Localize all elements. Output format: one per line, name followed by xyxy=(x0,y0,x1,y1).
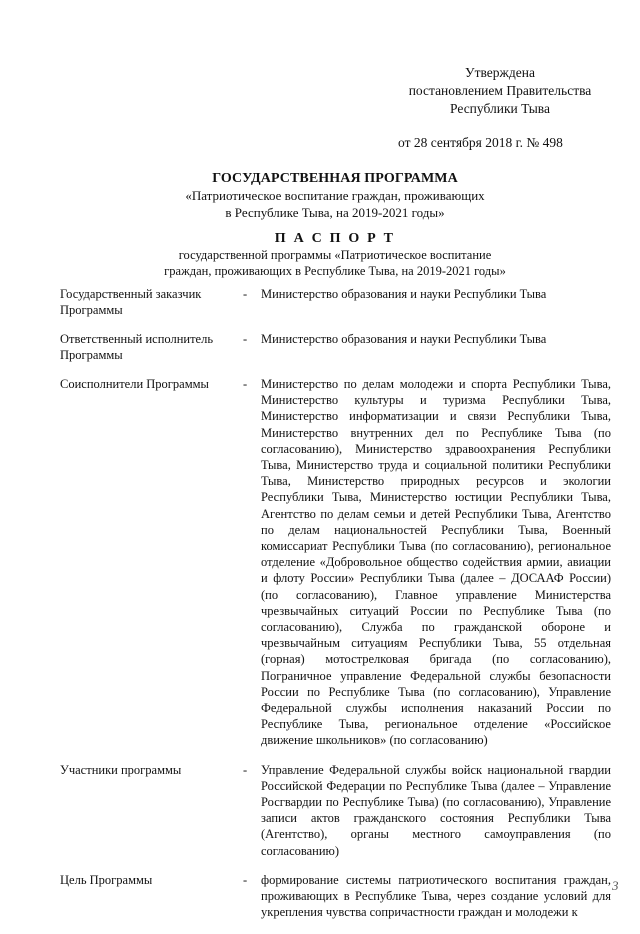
approval-block xyxy=(380,64,620,118)
row-label: Цель Программы xyxy=(60,872,153,887)
row-label: Ответственный исполнитель Программы xyxy=(60,332,214,362)
passport-row-co-executors xyxy=(60,376,620,749)
program-subtitle-line-2: в Республике Тыва, на 2019-2021 годы» xyxy=(225,205,445,220)
program-subtitle-line-1: «Патриотическое воспитание граждан, проживающих xyxy=(185,188,485,203)
row-dash: - xyxy=(243,377,248,391)
row-value: Министерство по делам молодежи и спорта Республики Тыва, Министерство культуры и туризма Республики Тыва, Министерство информатизации и связи Республики Тыва, Министерство внутренних дел по Республике Тыва (по согласованию), Министерство здравоохранения Республики Тыва, Министерство труда и социальной политики Республики Тыва, Министерство природных ресурсов и экологии Республики Тыва, Министерство юстиции Республики Тыва, Агентство по делам семьи и детей Республики Тыва, Агентство по делам национальностей Республики Тыва, Военный комиссариат Республики Тыва (по согласованию), региональное отделение «Добровольное общество содействия армии, авиации и флоту России» Республики Тыва (далее – ДОСААФ России) (по согласованию), Главное управление Министерства чрезвычайных ситуаций России по Республике Тыва (по согласованию), Служба по гражданской обороне и чрезвычайным ситуациям Республики Тыва, 55 отдельная (горная) мотострелковая бригада (по согласованию), Пограничное управление Федеральной службы безопасности России по Республике Тыва (по согласованию), Управление Федеральной службы исполнения наказаний России по Республике Тыва, региональное отделение «Российское движение школьников» (по согласованию) xyxy=(261,377,611,748)
passport-row-participants xyxy=(60,762,620,859)
passport-subtitle-line-2: граждан, проживающих в Республике Тыва, на 2019-2021 годы» xyxy=(164,264,506,278)
row-dash: - xyxy=(243,332,248,346)
document-heading xyxy=(40,170,630,279)
row-dash: - xyxy=(243,287,248,301)
row-label: Соисполнители Программы xyxy=(60,377,209,391)
passport-row-customer xyxy=(60,286,620,318)
row-value: Управление Федеральной службы войск национальной гвардии Российской Федерации по Республике Тыва (далее – Управление Росгвардии по Республике Тыва) (по согласованию), Управление записи актов гражданского состояния Республики Тыва (Агентство), органы местного самоуправления (по согласованию) xyxy=(261,762,611,858)
row-label: Государственный заказчик Программы xyxy=(60,287,202,317)
passport-table xyxy=(60,286,620,934)
row-dash: - xyxy=(243,762,248,777)
passport-subtitle-line-1: государственной программы «Патриотическое воспитание xyxy=(178,248,492,262)
passport-row-goal xyxy=(60,872,620,921)
row-value: Министерство образования и науки Республики Тыва xyxy=(261,332,547,346)
row-value: Министерство образования и науки Республики Тыва xyxy=(261,287,547,301)
page-number: 3 xyxy=(612,878,619,893)
passport-row-executor xyxy=(60,331,620,363)
row-value: формирование системы патриотического воспитания граждан, проживающих в Республике Тыва, через создание условий для укрепления чувства сопричастности граждан и молодежи к xyxy=(261,872,611,920)
approval-line-3: Республики Тыва xyxy=(450,101,550,116)
passport-title: П А С П О Р Т xyxy=(274,231,396,246)
row-label: Участники программы xyxy=(60,762,182,777)
approval-line-1: Утверждена xyxy=(465,65,535,80)
approval-line-2: постановлением Правительства xyxy=(408,83,592,98)
approval-date: от 28 сентября 2018 г. № 498 xyxy=(398,135,563,150)
row-dash: - xyxy=(243,872,248,887)
program-title: ГОСУДАРСТВЕННАЯ ПРОГРАММА xyxy=(212,171,458,186)
